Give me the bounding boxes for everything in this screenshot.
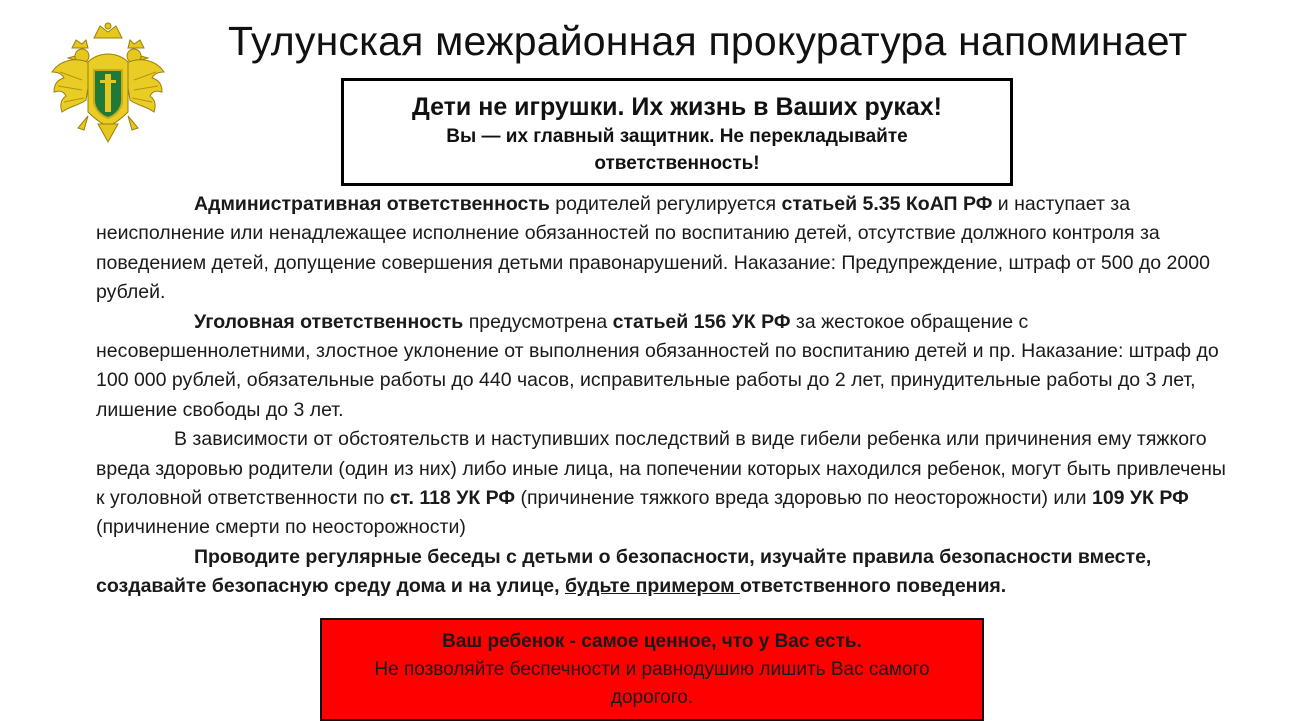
text-fragment: и наступает за неисполнение или ненадлежащее исполнение обязанностей по воспитанию детей, отсутствие должного контроля за поведением детей, допущение совершения детьми правонарушений. Наказание: Предупреждение, штраф от 500 до 2000 рублей. [96,193,1210,304]
notice-line: Не позволяйте беспечности и равнодушию лишить Вас самого дорогого. [374,659,930,708]
text-fragment: предусмотрена [463,310,613,333]
text-fragment: (причинение смерти по неосторожности) [96,516,466,539]
text-fragment: ответственного поведения. [739,575,1007,598]
criminal-liability-term: Уголовная ответственность [194,310,464,333]
main-text [96,190,1236,602]
text-fragment: за жестокое обращение с несовершеннолетними, злостное уклонение от выполнения обязанностей по воспитанию детей и пр. Наказание: штраф до 100 000 рублей, обязательные работы до 440 часов, исправительные работы до 2 лет, принудительные работы до 3 лет, лишение свободы до 3 лет. [96,310,1219,421]
text-fragment: родителей регулируется [549,193,782,215]
underlined-phrase: будьте примером [564,575,740,598]
uk-156-article-ref: статьей 156 УК РФ [612,310,791,333]
banner-subline: Вы — их главный защитник. Не перекладывайте ответственность! [446,126,908,174]
uk-109-article-ref: 109 УК РФ [1091,487,1189,510]
paragraph-administrative [96,190,1236,308]
headline-banner [341,78,1013,186]
koap-article-ref: статьей 5.35 КоАП РФ [781,193,993,215]
notice-line-bold: Ваш ребенок - самое ценное, что у Вас есть. [442,631,862,652]
paragraph-advice [96,543,1236,602]
warning-notice [320,618,984,721]
text-fragment: (причинение тяжкого вреда здоровью по неосторожности) или [515,487,1092,510]
text-fragment: Проводите регулярные беседы с детьми о безопасности, изучайте правила безопасности вместе, создавайте безопасную среду дома и на улице, [96,545,1152,598]
banner-headline: Дети не игрушки. Их жизнь в Ваших руках! [411,93,942,121]
paragraph-criminal [96,308,1236,426]
admin-liability-term: Административная ответственность [194,193,550,215]
uk-118-article-ref: ст. 118 УК РФ [389,487,516,510]
paragraph-consequences [96,425,1236,543]
page-title: Тулунская межрайонная прокуратура напоминает [228,18,1188,64]
prosecutor-emblem-icon [48,20,168,146]
text-fragment: В зависимости от обстоятельств и наступивших последствий в виде гибели ребенка или причинения ему тяжкого вреда здоровью родители (один из них) либо иные лица, на попечении которых находился ребенок, могут быть привлечены к уголовной ответственности по [96,428,1226,510]
